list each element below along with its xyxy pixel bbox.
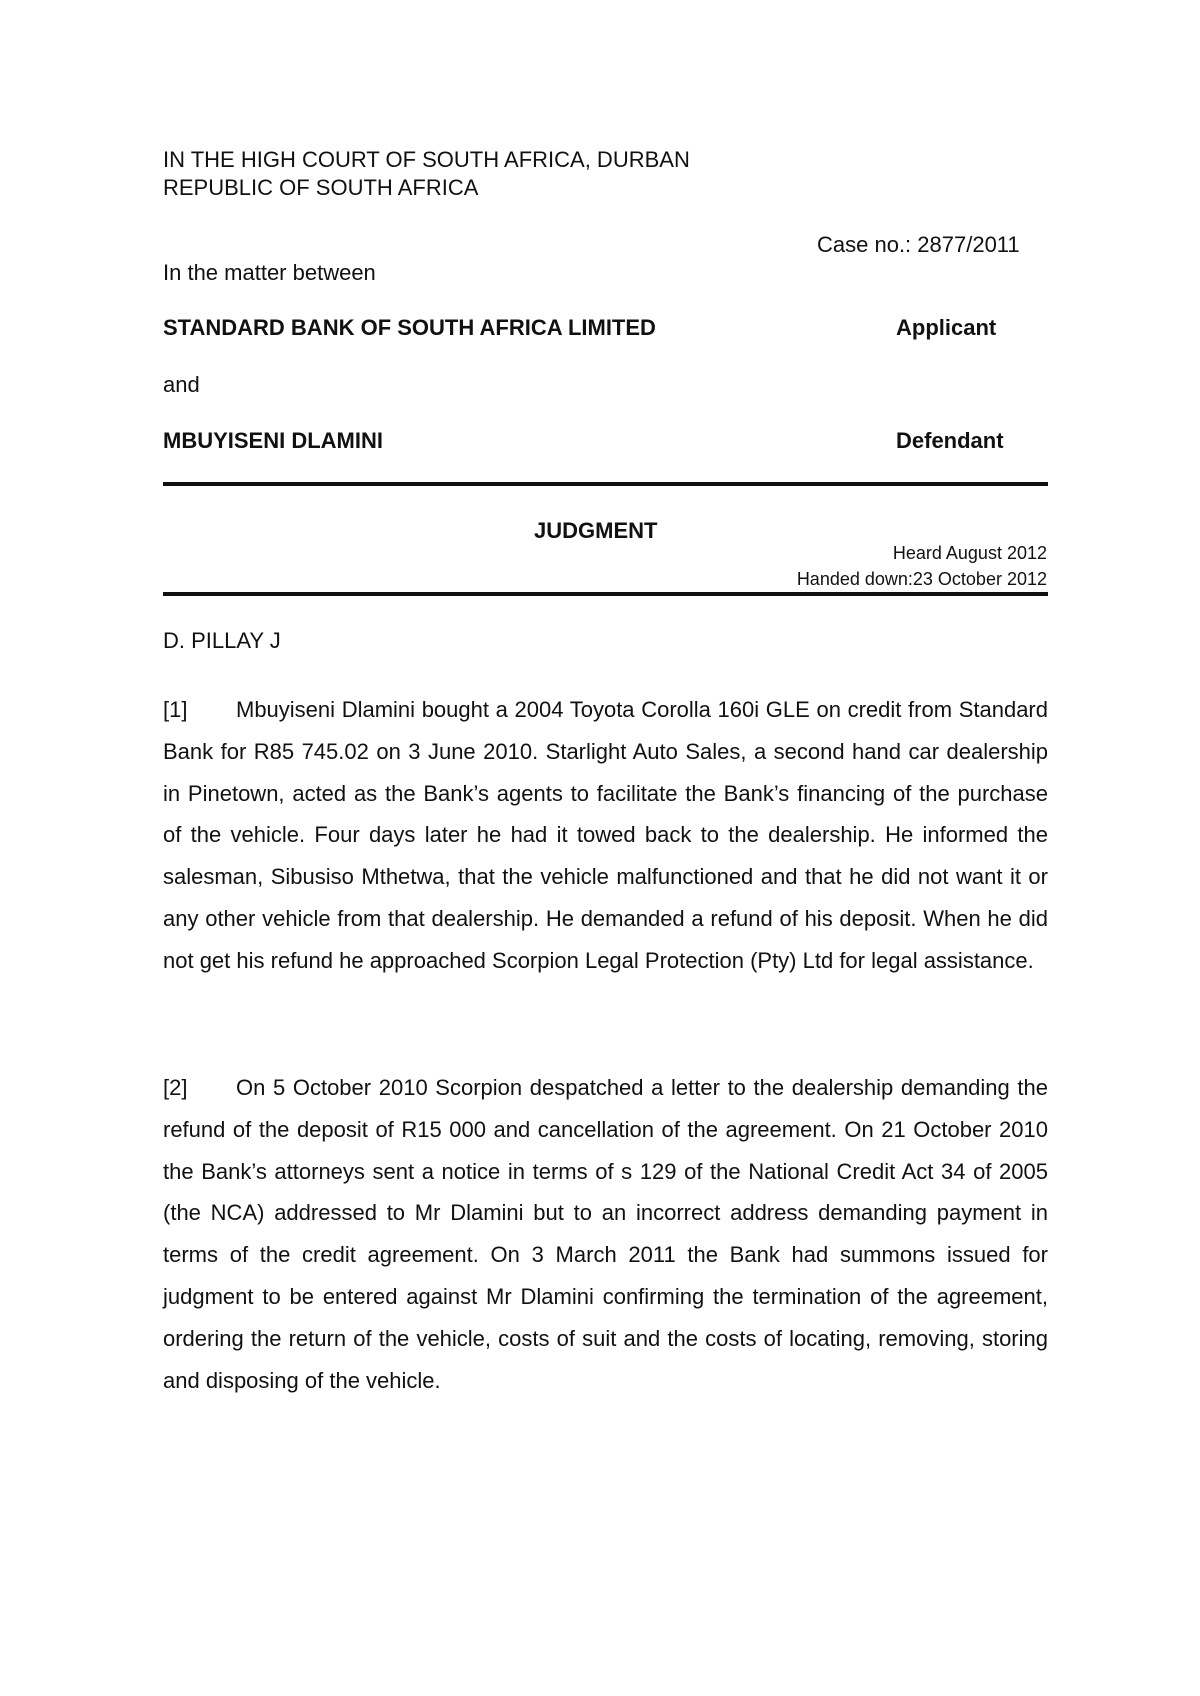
- paragraph-number: [1]: [163, 697, 188, 722]
- bottom-divider: [163, 592, 1048, 596]
- handed-down-date: Handed down:23 October 2012: [796, 569, 1047, 589]
- defendant-role: Defendant: [896, 428, 1004, 453]
- court-name: IN THE HIGH COURT OF SOUTH AFRICA, DURBAN: [163, 147, 690, 172]
- judge-name: D. PILLAY J: [163, 628, 281, 653]
- court-country: REPUBLIC OF SOUTH AFRICA: [163, 175, 479, 200]
- paragraph-1: [163, 689, 1048, 982]
- case-number: Case no.: 2877/2011: [817, 232, 1020, 257]
- paragraph-number: [2]: [163, 1075, 188, 1100]
- judgment-title: JUDGMENT: [534, 518, 658, 543]
- applicant-name: STANDARD BANK OF SOUTH AFRICA LIMITED: [163, 315, 656, 340]
- and-connector: and: [163, 372, 200, 397]
- paragraph-text: On 5 October 2010 Scorpion despatched a letter to the dealership demanding the refund of the deposit of R15 000 and cancellation of the agreement. On 21 October 2010 the Bank’s attorneys sent a notice in terms of s 129 of the National Credit Act 34 of 2005 (the NCA) addressed to Mr Dlamini but to an incorrect address demanding payment in terms of the credit agreement. On 3 March 2011 the Bank had summons issued for judgment to be entered against Mr Dlamini confirming the termination of the agreement, ordering the return of the vehicle, costs of suit and the costs of locating, removing, storing and disposing of the vehicle.: [163, 1075, 1048, 1393]
- heard-date: Heard August 2012: [892, 543, 1047, 563]
- defendant-name: MBUYISENI DLAMINI: [163, 428, 383, 453]
- applicant-role: Applicant: [896, 315, 997, 340]
- paragraph-2: [163, 1067, 1048, 1401]
- top-divider: [163, 482, 1048, 486]
- matter-between-label: In the matter between: [163, 260, 376, 285]
- paragraph-text: Mbuyiseni Dlamini bought a 2004 Toyota Corolla 160i GLE on credit from Standard Bank for R85 745.02 on 3 June 2010. Starlight Auto Sales, a second hand car dealership in Pinetown, acted as the Bank’s agents to facilitate the Bank’s financing of the purchase of the vehicle. Four days later he had it towed back to the dealership. He informed the salesman, Sibusiso Mthetwa, that the vehicle malfunctioned and that he did not want it or any other vehicle from that dealership. He demanded a refund of his deposit. When he did not get his refund he approached Scorpion Legal Protection (Pty) Ltd for legal assistance.: [163, 697, 1048, 973]
